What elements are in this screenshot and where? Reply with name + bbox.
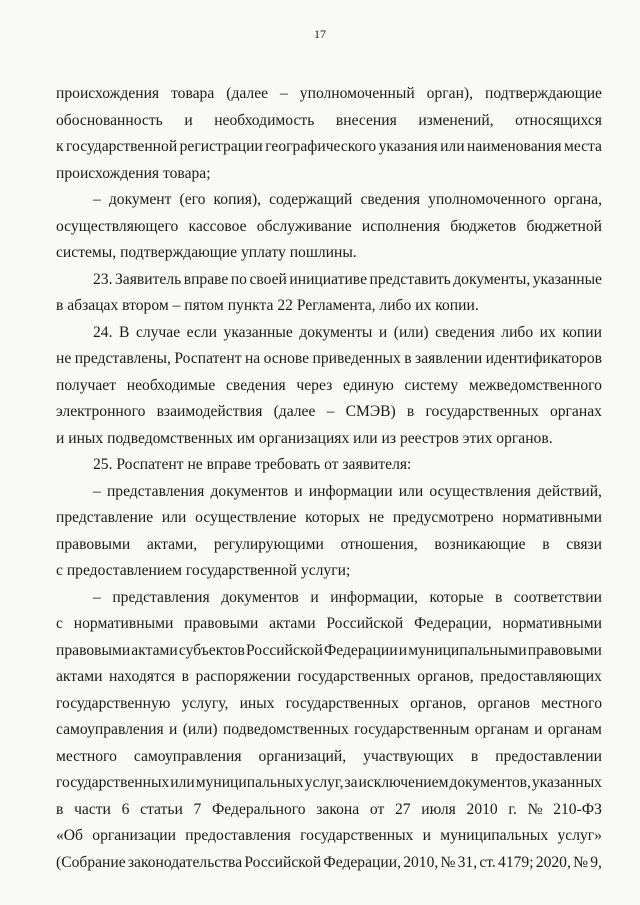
text-line: государственных или муниципальных услуг, за исключением документов, указанных — [56, 774, 602, 791]
text-line: – документ (его копия), содержащий сведения уполномоченного органа, — [93, 191, 602, 208]
text-line: (Собрание законодательства Российской Федерации, 2010, № 31, ст. 4179; 2020, № 9, — [56, 854, 602, 871]
page-number: 17 — [314, 27, 326, 41]
text-line: электронного взаимодействия (далее – СМЭВ) в государственных органах — [56, 403, 602, 420]
text-line: местного самоуправления организаций, участвующих в предоставлении — [56, 748, 602, 765]
text-line: происхождения товара (далее – уполномоченный орган), подтверждающие — [56, 85, 602, 102]
text-line: государственную услугу, иных государственных органов, органов местного — [56, 695, 602, 712]
text-line: правовыми актами субъектов Российской Федерации и муниципальными правовыми — [56, 642, 602, 659]
text-line: происхождения товара; — [56, 165, 211, 182]
text-line: правовыми актами, регулирующими отношения, возникающие в связи — [56, 536, 602, 553]
text-line: 23. Заявитель вправе по своей инициативе представить документы, указанные — [93, 271, 602, 288]
text-line: в абзацах втором – пятом пункта 22 Регламента, либо их копии. — [56, 297, 479, 314]
text-line: 24. В случае если указанные документы и (или) сведения либо их копии — [93, 324, 602, 341]
text-line: с нормативными правовыми актами Российской Федерации, нормативными — [56, 615, 602, 632]
text-line: представление или осуществление которых не предусмотрено нормативными — [56, 509, 602, 526]
text-line: не представлены, Роспатент на основе приведенных в заявлении идентификаторов — [56, 350, 602, 367]
text-line: получает необходимые сведения через единую систему межведомственного — [56, 377, 602, 394]
text-line: и иных подведомственных им организациях или из реестров этих органов. — [56, 430, 553, 447]
text-line: самоуправления и (или) подведомственных государственным органам и органам — [56, 721, 602, 738]
text-line: «Об организации предоставления государственных и муниципальных услуг» — [56, 827, 602, 844]
text-line: обоснованность и необходимость внесения изменений, относящихся — [56, 112, 602, 129]
text-line: 25. Роспатент не вправе требовать от заявителя: — [93, 456, 412, 473]
text-line: актами находятся в распоряжении государственных органов, предоставляющих — [56, 668, 602, 685]
text-line: системы, подтверждающие уплату пошлины. — [56, 244, 357, 261]
text-line: с предоставлением государственной услуги; — [56, 562, 351, 579]
text-line: в части 6 статьи 7 Федерального закона от 27 июля 2010 г. № 210-ФЗ — [56, 801, 602, 818]
text-line: к государственной регистрации географического указания или наименования места — [56, 138, 602, 155]
text-line: осуществляющего кассовое обслуживание исполнения бюджетов бюджетной — [56, 218, 602, 235]
text-line: – представления документов и информации, которые в соответствии — [93, 589, 602, 606]
text-line: – представления документов и информации или осуществления действий, — [93, 483, 602, 500]
